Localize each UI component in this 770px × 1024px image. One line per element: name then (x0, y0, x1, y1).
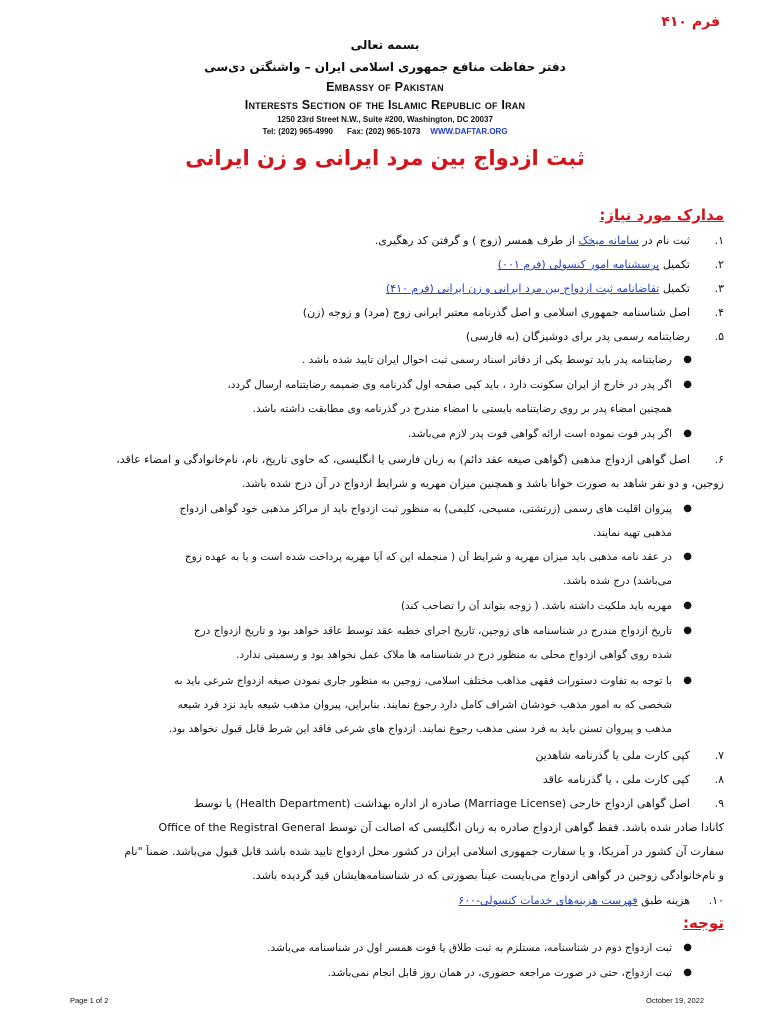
item-5: رضایتنامه رسمی پدر برای دوشیزگان (به فارسی) (465, 330, 690, 343)
item-4: اصل شناسنامه جمهوری اسلامی و اصل گذرنامه معتبر ایرانی زوج (مرد) و زوجه (زن) (302, 306, 690, 319)
tel: Tel: (202) 965-4990 (262, 127, 333, 136)
item-5-bullet-cont: همچنین امضاء پدر بر روی رضایتنامه بایستی با امضاء مندرج در گذرنامه وی مطابقت داشته باشد. (252, 403, 672, 415)
bullet: ● (683, 354, 692, 365)
item-number: .۲ (714, 258, 724, 271)
item-2: تکمیل پرسشنامه امور کنسولی (فرم ۰۰۱) (497, 258, 690, 271)
item-number: .۹ (714, 797, 724, 810)
item-6-bullet: با توجه به تفاوت دستورات فقهی مذاهب مختلف اسلامی، زوجین به منظور جاری نمودن صیغه ازدواج شرعی باید به (174, 675, 672, 687)
item-6-bullet: در عقد نامه مذهبی باید میزان مهریه و شرایط آن ( منجمله این که آیا مهریه پرداخت شده است و یا به عهده زوج (184, 551, 672, 563)
bullet: ● (683, 379, 692, 390)
notes-heading: توجه: (683, 914, 724, 932)
note-item: ثبت ازدواج، حتی در صورت مراجعه حضوری، در همان روز قابل انجام نمی‌باشد. (327, 967, 672, 979)
contact-line (0, 127, 770, 136)
item-9-line: اصل گواهی ازدواج خارجی (Marriage License) صادره از اداره بهداشت (Health Department) یا توسط (193, 797, 690, 810)
item-3: تکمیل تقاضانامه ثبت ازدواج بین مرد ایرانی و زن ایرانی (فرم ۴۱۰) (385, 282, 690, 295)
item-6-line: اصل گواهی ازدواج مذهبی (گواهی صیغه عقد دائم) به زبان فارسی یا انگلیسی، که حاوی تاریخ، نام، نام‌خانوادگی و امضاء عاقد، (116, 453, 690, 466)
item-6-bullet: پیروان اقلیت های رسمی (زرتشتی، مسیحی، کلیمی) به منظور ثبت ازدواج باید از مراکز مذهبی خود گواهی ازدواج (179, 503, 672, 515)
website-link[interactable]: WWW.DAFTAR.ORG (430, 127, 508, 136)
item-6-bullet-cont: مذهبی تهیه نمایند. (593, 527, 672, 539)
item-number: .۸ (714, 773, 724, 786)
item-5-bullet: اگر پدر فوت نموده است ارائه گواهی فوت پدر لازم می‌باشد. (407, 428, 672, 440)
fee-list-link[interactable]: فهرست هزینه‌های خدمات کنسولی-۶۰۰ (458, 894, 638, 907)
bismillah: بسمه تعالی (350, 38, 420, 52)
bullet: ● (683, 625, 692, 636)
bullet: ● (683, 942, 692, 953)
page-number: Page 1 of 2 (70, 996, 109, 1005)
fax: Fax: (202) 965-1073 (347, 127, 421, 136)
item-9-line: کانادا صادر شده باشد. فقط گواهی ازدواج صادره به زبان انگلیسی که اصالت آن توسط Office of the Registral General (158, 821, 724, 834)
form-410-link[interactable]: تقاضانامه ثبت ازدواج بین مرد ایرانی و زن ایرانی (فرم ۴۱۰) (385, 282, 660, 295)
item-10: هزینه طبق فهرست هزینه‌های خدمات کنسولی-۶۰۰ (458, 894, 690, 907)
item-1: ثبت نام در سامانه میخک از طرف همسر (زوج ) و گرفتن کد رهگیری. (374, 234, 690, 247)
item-number: .۵ (714, 330, 724, 343)
note-item: ثبت ازدواج دوم در شناسنامه، مستلزم به ثبت طلاق یا فوت همسر اول در شناسنامه می‌باشد. (267, 942, 672, 954)
item-number: .۱ (714, 234, 724, 247)
bullet: ● (683, 600, 692, 611)
item-number: .۳ (714, 282, 724, 295)
bullet: ● (683, 428, 692, 439)
item-7: کپی کارت ملی یا گذرنامه شاهدین (535, 749, 690, 762)
form-001-link[interactable]: پرسشنامه امور کنسولی (فرم ۰۰۱) (497, 258, 660, 271)
page-title: ثبت ازدواج بین مرد ایرانی و زن ایرانی (185, 146, 585, 170)
item-6-bullet-cont: شخصی که به امور مذهب خودشان اشراف کامل دارد رجوع نمایند. بنابراین، پیروان مذهب شیعه باید نزد فرد شیعه (177, 699, 672, 711)
item-number: .۶ (714, 453, 724, 466)
item-number: .۷ (714, 749, 724, 762)
mikhak-link[interactable]: سامانه میخک (578, 234, 639, 247)
embassy-name: Embassy of Pakistan (326, 80, 444, 94)
item-8: کپی کارت ملی ، یا گذرنامه عاقد (542, 773, 690, 786)
item-6-line: زوجین، و دو نفر شاهد به صورت خوانا باشد و همچنین میزان مهریه و شرایط ازدواج در آن درج شده باشد. (241, 477, 724, 490)
item-6-bullet: تاریخ ازدواج مندرج در شناسنامه های زوجین، تاریخ اجرای خطبه عقد توسط عاقد خواهد بود و تاریخ ازدواج درج (193, 625, 672, 637)
item-6-bullet-cont: شده روی گواهی ازدواج محلی به منظور درج در شناسنامه ها ملاک عمل نخواهد بود و رسمیتی ندارد. (236, 649, 672, 661)
bullet: ● (683, 675, 692, 686)
item-number: .۴ (714, 306, 724, 319)
item-6-bullet: مهریه باید ملکیت داشته باشد. ( زوجه بتواند آن را تصاحب کند) (400, 600, 672, 612)
item-6-bullet-cont: می‌باشد) درج شده باشد. (562, 575, 672, 587)
item-9-line: سفارت آن کشور در آمریکا، و یا سفارت جمهوری اسلامی ایران در کشور محل ازدواج تایید شده باشد قابل قبول می‌باشد. ضمناً "نام (124, 845, 724, 858)
bullet: ● (683, 503, 692, 514)
bullet: ● (683, 967, 692, 978)
item-number: .۱۰ (708, 894, 724, 907)
requirements-heading: مدارک مورد نیاز: (599, 206, 724, 224)
footer-date: October 19, 2022 (646, 996, 704, 1005)
item-5-bullet: اگر پدر در خارج از ایران سکونت دارد ، باید کپی صفحه اول گذرنامه وی ضمیمه رضایتنامه ارسال گردد، (227, 379, 672, 391)
address: 1250 23rd Street N.W., Suite #200, Washington, DC 20037 (277, 115, 493, 124)
item-5-bullet: رضایتنامه پدر باید توسط یکی از دفاتر اسناد رسمی ثبت احوال ایران تایید شده باشد . (302, 354, 672, 366)
bullet: ● (683, 551, 692, 562)
office-name-fa: دفتر حفاظت منافع جمهوری اسلامی ایران – واشنگتن دی‌سی (204, 60, 566, 74)
form-number: فرم ۴۱۰ (661, 14, 720, 30)
item-6-bullet-cont: مذهب و پیروان تسنن باید به فرد سنی مذهب رجوع نمایند. ازدواج های شرعی فاقد این شرط قابل قبول نخواهد بود. (168, 723, 672, 735)
item-9-line: و نام‌خانوادگی زوجین در گواهی ازدواج می‌بایست عیناً بصورتی که در شناسنامه‌هایشان قید گردیده باشد. (252, 869, 724, 882)
interests-section: Interests Section of the Islamic Republic of Iran (244, 98, 526, 112)
